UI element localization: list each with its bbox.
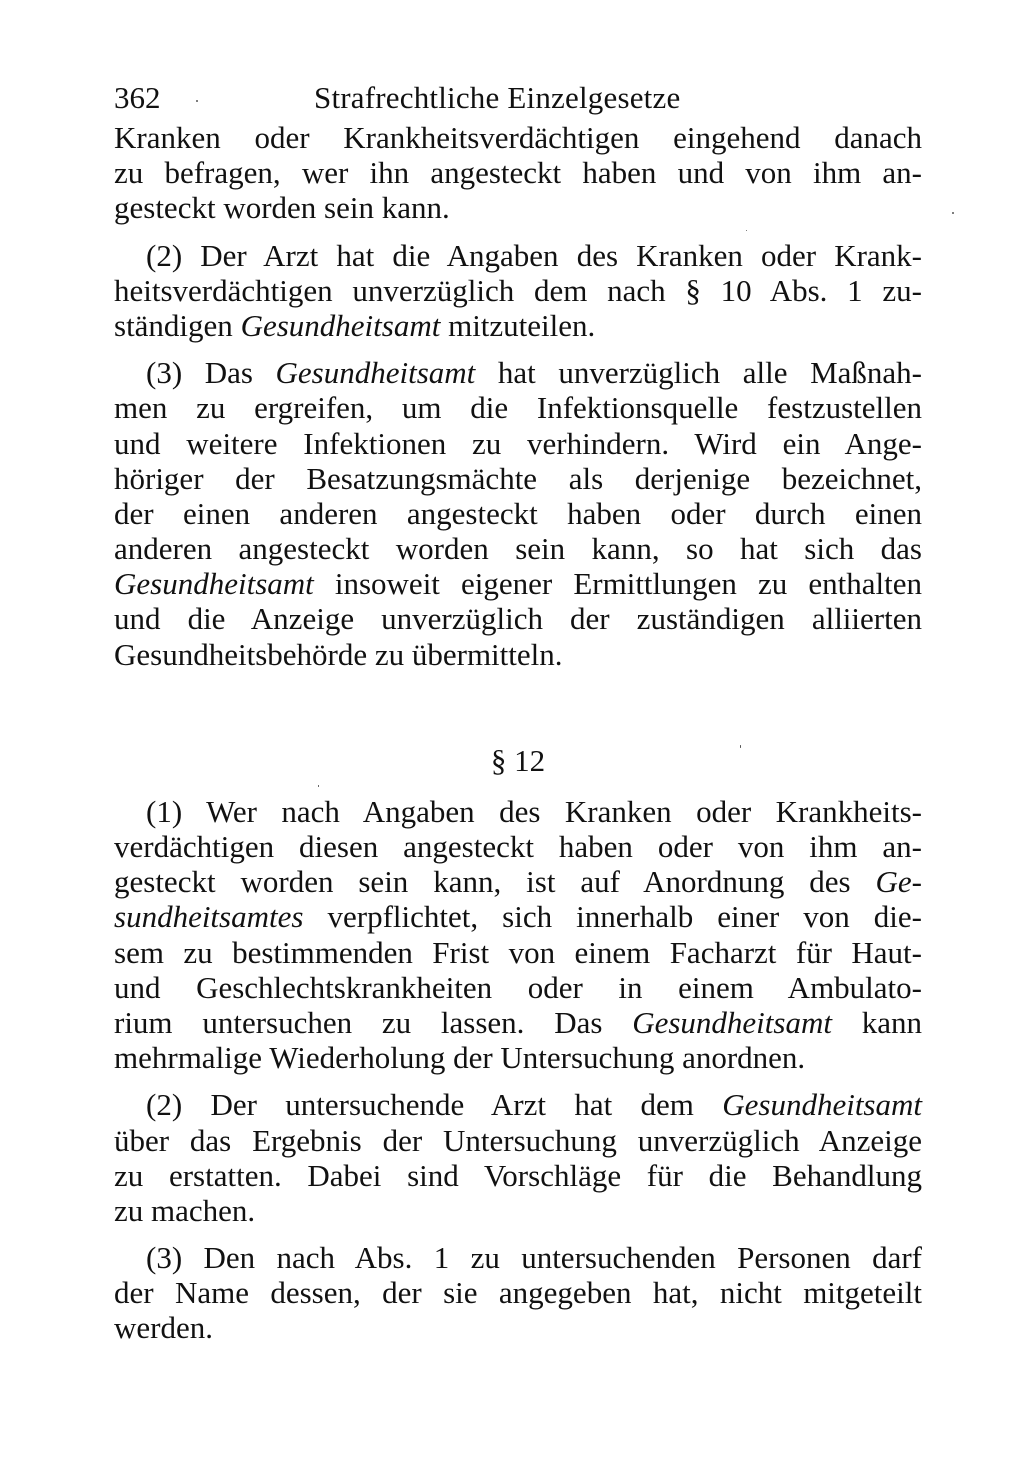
text-line: (1) Wer nach Angaben des Kranken oder Krankheits- [146, 793, 922, 829]
text-line [114, 899, 922, 934]
text-run: gesteckt worden sein kann, ist auf Anordnung des [114, 864, 876, 900]
text-run: (2) Der untersuchende Arzt hat dem [146, 1087, 723, 1123]
paragraph-12-2 [114, 1087, 922, 1228]
text-run: rium untersuchen zu lassen. Das [114, 1004, 633, 1040]
text-run: hat unverzüglich alle Maßnah- [475, 355, 922, 391]
text-run: (3) Das [146, 355, 276, 391]
italic-term: Ge- [875, 864, 922, 900]
text-line [114, 355, 922, 390]
text-line [114, 1087, 922, 1122]
text-line: und Geschlechtskrankheiten oder in einem Ambulato- [114, 969, 922, 1005]
text-line: und weitere Infektionen zu verhindern. Wird ein Ange- [114, 425, 922, 461]
text-line [114, 1005, 922, 1040]
text-run: kann [831, 1004, 922, 1040]
text-line [114, 864, 922, 899]
running-title: Strafrechtliche Einzelgesetze [314, 80, 681, 115]
text-line: Kranken oder Krankheitsverdächtigen eingehend danach [114, 120, 922, 155]
text-line: heitsverdächtigen unverzüglich dem nach § 10 Abs. 1 zu- [114, 272, 922, 308]
page-number: 362 [114, 80, 161, 115]
italic-term: Gesundheitsamt [114, 566, 314, 602]
text-line: verdächtigen diesen angesteckt haben oder von ihm an- [114, 829, 922, 864]
text-line: (3) Den nach Abs. 1 zu untersuchenden Personen darf [146, 1240, 922, 1276]
text-line: zu befragen, wer ihn angesteckt haben und von ihm an- [114, 155, 922, 191]
text-line: Gesundheitsbehörde zu übermitteln. [114, 636, 563, 672]
scan-speck [952, 212, 954, 214]
italic-term: sundheitsamtes [114, 899, 304, 935]
section-heading: § 12 [490, 742, 546, 778]
text-line: anderen angesteckt worden sein kann, so hat sich das [114, 531, 922, 567]
paragraph-11-2 [114, 238, 922, 344]
text-line: zu machen. [114, 1192, 256, 1228]
text-line: mehrmalige Wiederholung der Untersuchung anordnen. [114, 1040, 806, 1076]
paragraph-12-1 [114, 794, 922, 1076]
text-line: gesteckt worden sein kann. [114, 190, 450, 226]
text-line: zu erstatten. Dabei sind Vorschläge für die Behandlung [114, 1157, 922, 1193]
page-header [114, 70, 922, 120]
text-line: über das Ergebnis der Untersuchung unverzüglich Anzeige [114, 1122, 922, 1158]
text-line: der Name dessen, der sie angegeben hat, nicht mitgeteilt [114, 1275, 922, 1311]
text-line: sem zu bestimmenden Frist von einem Facharzt für Haut- [114, 934, 922, 970]
italic-term: Gesundheitsamt [632, 1004, 832, 1040]
text-line: und die Anzeige unverzüglich der zuständigen alliierten [114, 601, 922, 637]
text-run: insoweit eigener Ermittlungen zu enthalten [313, 566, 922, 602]
text-line: höriger der Besatzungsmächte als derjenige bezeichnet, [114, 460, 922, 496]
text-line [114, 308, 922, 343]
text-line: men zu ergreifen, um die Infektionsquelle festzustellen [114, 390, 922, 426]
text-run: mitzuteilen. [440, 307, 596, 343]
text-line: (2) Der Arzt hat die Angaben des Kranken oder Krank- [146, 237, 922, 273]
text-line [114, 566, 922, 601]
document-page [114, 70, 922, 1358]
paragraph-11-3 [114, 355, 922, 672]
paragraph-12-3 [114, 1240, 922, 1346]
paragraph-11-1-continued [114, 120, 922, 226]
text-line: werden. [114, 1310, 213, 1346]
text-run: verpflichtet, sich innerhalb einer von die- [303, 899, 922, 935]
italic-term: Gesundheitsamt [275, 355, 476, 391]
italic-term: Gesundheitsamt [240, 307, 441, 343]
text-line: der einen anderen angesteckt haben oder durch einen [114, 495, 922, 531]
italic-term: Gesundheitsamt [722, 1087, 922, 1123]
text-run: ständigen [114, 307, 241, 343]
